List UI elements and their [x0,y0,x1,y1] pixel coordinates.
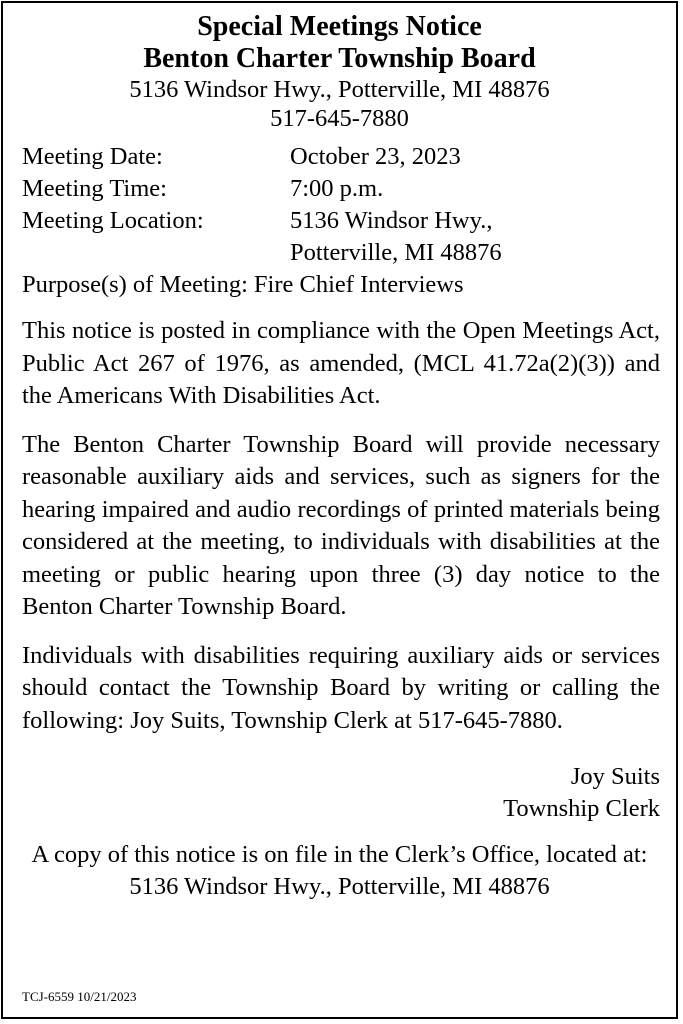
meeting-date-value: October 23, 2023 [290,143,461,170]
notice-header [3,11,676,133]
header-phone: 517-645-7880 [270,105,409,132]
copy-notice-line-1: A copy of this notice is on file in the Clerk’s Office, located at: [31,841,648,868]
meeting-location-value [290,205,660,269]
meeting-date-label: Meeting Date: [22,143,163,170]
signature-name: Joy Suits [570,763,660,790]
location-line-2: Potterville, MI 48876 [290,239,502,266]
meeting-purpose-label: Purpose(s) of Meeting: [22,271,248,298]
meeting-time-label: Meeting Time: [22,175,167,202]
signature-title: Township Clerk [503,795,660,822]
meeting-location-label: Meeting Location: [22,207,204,234]
meeting-time-value: 7:00 p.m. [290,175,384,202]
header-address: 5136 Windsor Hwy., Potterville, MI 48876 [129,76,550,103]
footer-code: TCJ-6559 10/21/2023 [22,989,137,1004]
location-line-1: 5136 Windsor Hwy., [290,207,493,234]
notice-title: Special Meetings Notice [197,11,482,42]
copy-notice-line-2: 5136 Windsor Hwy., Potterville, MI 48876 [129,873,550,900]
compliance-paragraph: This notice is posted in compliance with the Open Meetings Act, Public Act 267 of 1976, as amended, (MCL 41.72a(2)(3)) and the Americans With Disabilities Act. [22,317,660,409]
board-name: Benton Charter Township Board [143,43,536,74]
meeting-purpose-value: Fire Chief Interviews [253,271,464,298]
meeting-details [22,141,660,301]
copy-notice [11,839,668,903]
meeting-date-row [22,141,660,173]
meeting-location-row [22,205,660,269]
meeting-time-row [22,173,660,205]
meeting-purpose-row [22,269,660,301]
notice-box [1,1,678,1019]
signature-block [22,761,660,825]
auxiliary-aids-paragraph: The Benton Charter Township Board will provide necessary reasonable auxiliary aids and services, such as signers for the hearing impaired and audio recordings of printed materials being considered at the meeting, to individuals with disabilities at the meeting or public hearing upon three (3) day notice to the Benton Charter Township Board. [22,430,660,620]
contact-paragraph: Individuals with disabilities requiring auxiliary aids or services should contact the Township Board by writing or calling the following: Joy Suits, Township Clerk at 517-645-7880. [22,641,660,734]
